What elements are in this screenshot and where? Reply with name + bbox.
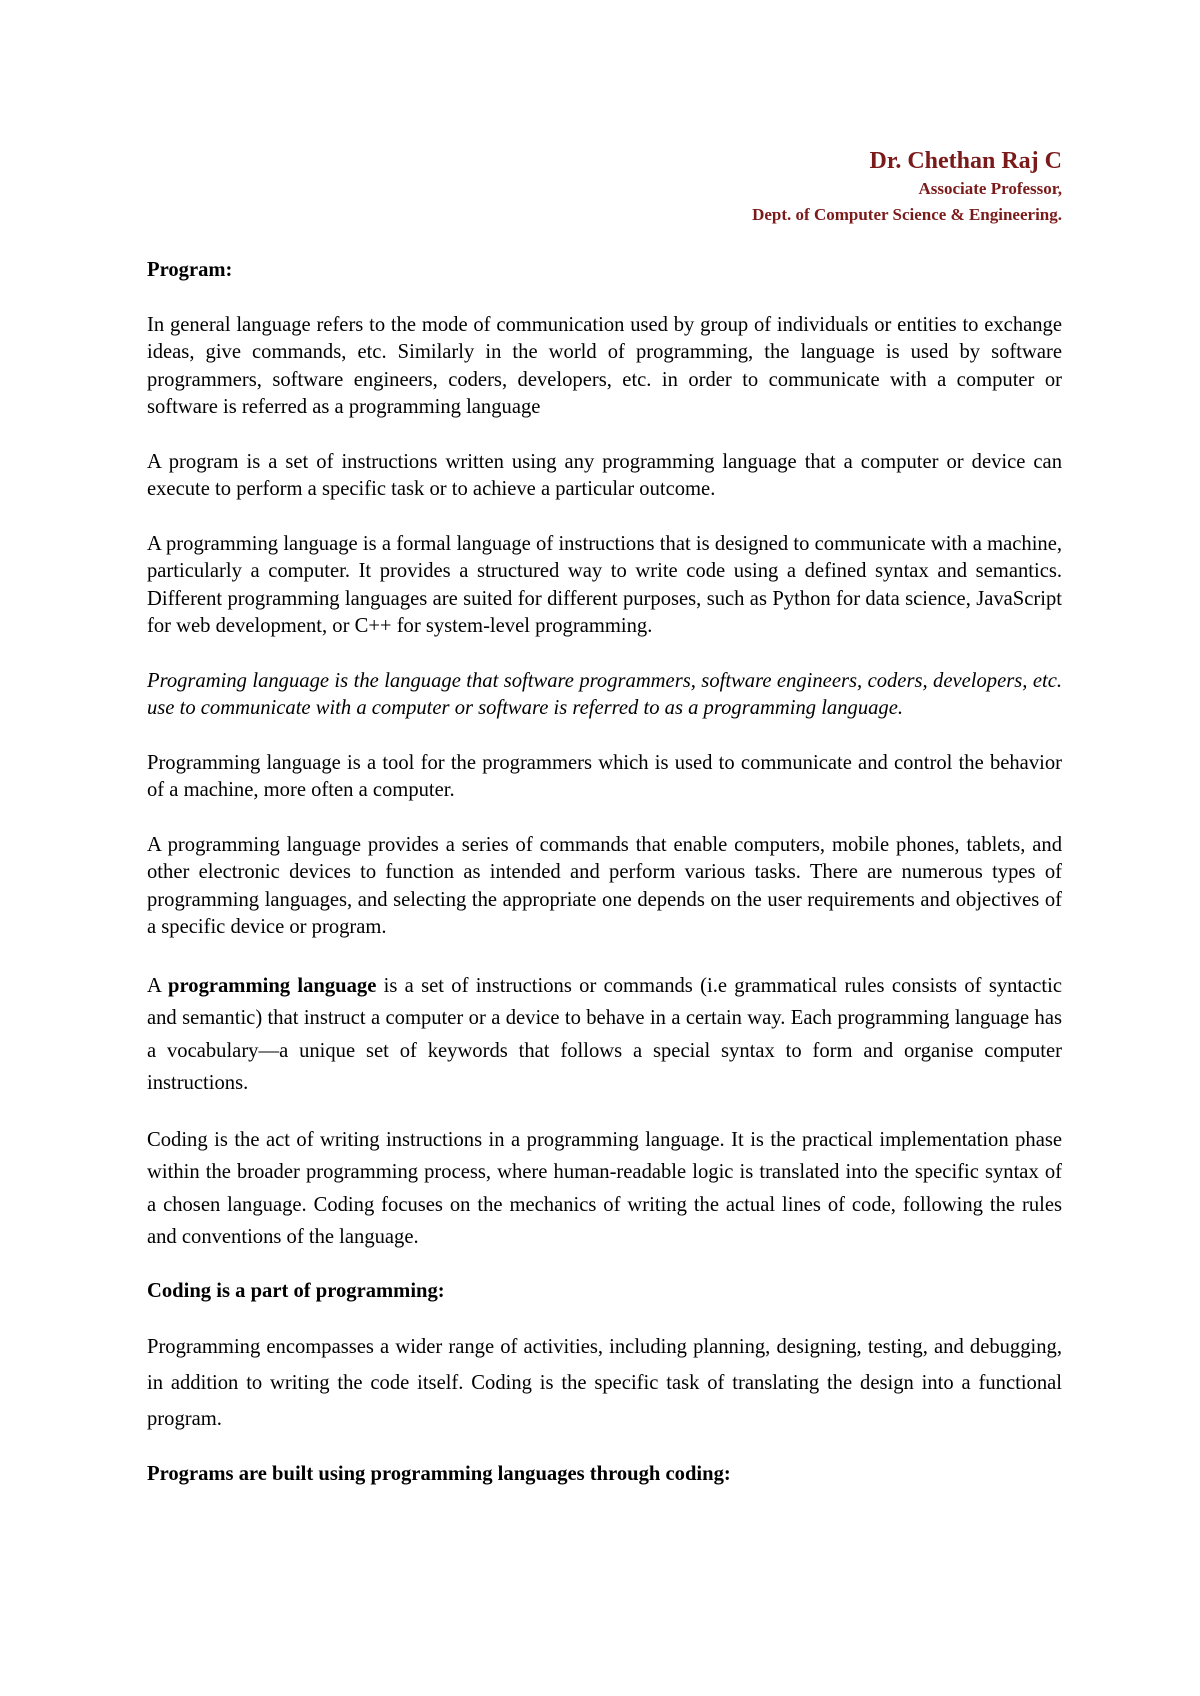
author-block [752,146,1062,228]
paragraph-language-general: In general language refers to the mode of communication used by group of individuals or entities to exchange ideas, give commands, etc. Similarly in the world of programming, the language is used by software programmers, software engineers, coders, developers, etc. in order to communicate with a computer or software is referred as a programming language [147,313,1062,418]
vocabulary-rest: is a set of instructions or commands (i.e grammatical rules consists of syntactic and semantic) that instruct a computer or a device to behave in a certain way. Each programming language has a vocabulary—a unique set of keywords that follows a special syntax to form and organise computer instructions. [147,974,1063,1094]
programs-built-heading: Programs are built using programming languages through coding: [147,1463,731,1485]
author-department: Dept. of Computer Science & Engineering. [752,205,1062,224]
vocabulary-prefix: A [147,974,169,997]
document-body [147,257,1062,1489]
author-name: Dr. Chethan Raj C [869,148,1062,174]
paragraph-vocabulary [147,970,1062,1100]
paragraph-tool: Programming language is a tool for the programmers which is used to communicate and control the behavior of a machine, more often a computer. [147,751,1062,801]
paragraph-formal-language: A programming language is a formal language of instructions that is designed to communicate with a machine, particularly a computer. It provides a structured way to write code using a defined syntax and semantics. Different programming languages are suited for different purposes, such as Python for data science, JavaScript for web development, or C++ for system-level programming. [147,532,1062,637]
paragraph-program-definition: A program is a set of instructions written using any programming language that a computer or device can execute to perform a specific task or to achieve a particular outcome. [147,450,1062,500]
paragraph-programming-encompasses: Programming encompasses a wider range of activities, including planning, designing, testing, and debugging, in addition to writing the code itself. Coding is the specific task of translating the design into a functional program. [147,1336,1062,1430]
coding-part-heading: Coding is a part of programming: [147,1279,445,1302]
paragraph-commands: A programming language provides a series of commands that enable computers, mobile phones, tablets, and other electronic devices to function as intended and perform various tasks. There are numerous types of programming languages, and selecting the appropriate one depends on the user requirements and objectives of a specific device or program. [147,833,1062,938]
paragraph-italic-definition: Programing language is the language that software programmers, software engineers, coders, developers, etc. use to communicate with a computer or software is referred to as a programming language. [147,669,1062,719]
vocabulary-bold-term: programming language [168,974,377,997]
paragraph-coding-act: Coding is the act of writing instructions in a programming language. It is the practical implementation phase within the broader programming process, where human-readable logic is translated into the specific syntax of a chosen language. Coding focuses on the mechanics of writing the actual lines of code, following the rules and conventions of the language. [147,1128,1062,1248]
author-title: Associate Professor, [918,179,1062,198]
program-heading: Program: [147,259,233,281]
